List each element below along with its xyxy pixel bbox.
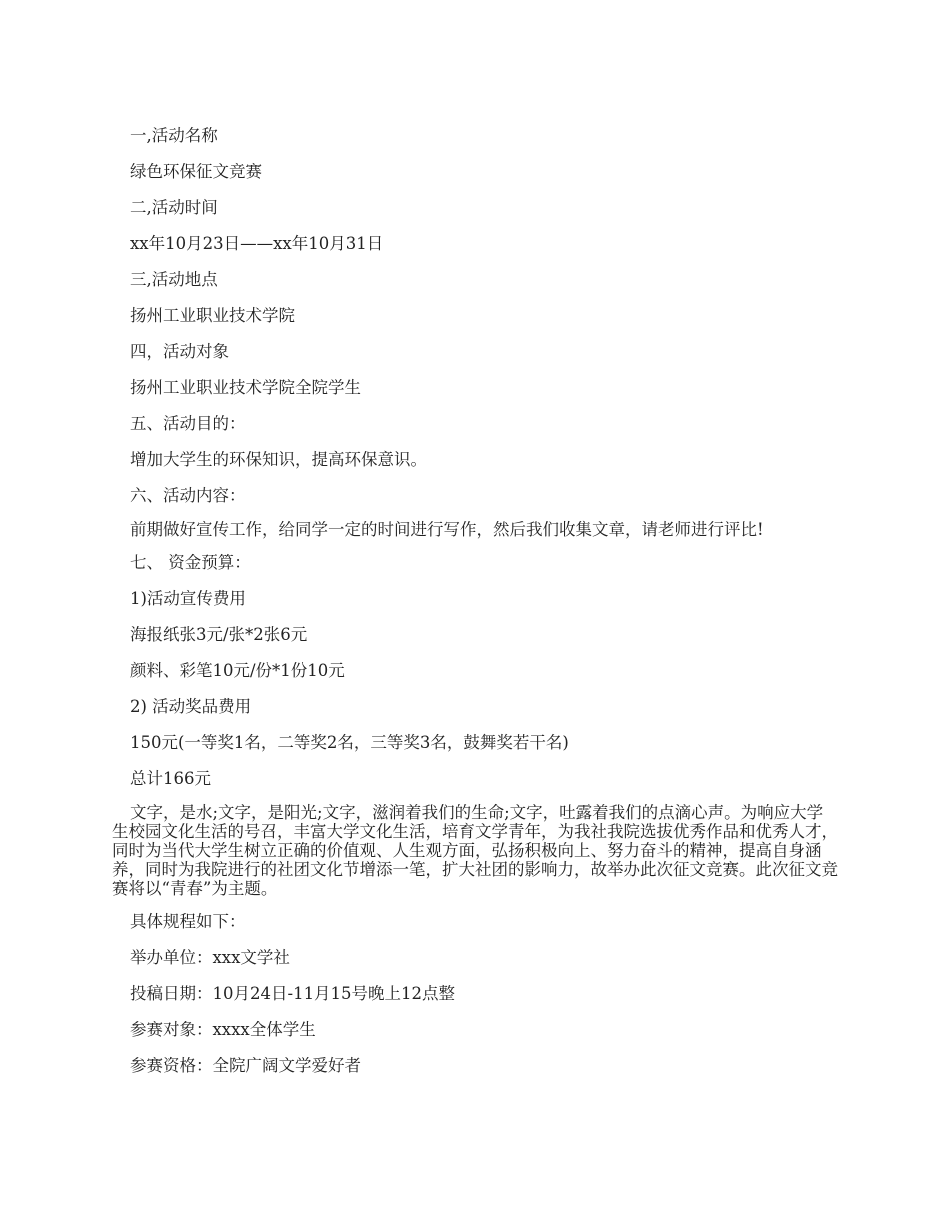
rule-organizer: 举办单位：xxx文学社 bbox=[130, 948, 290, 967]
section-heading-budget: 七、 资金预算： bbox=[130, 553, 251, 572]
activity-purpose-text: 增加大学生的环保知识，提高环保意识。 bbox=[130, 450, 427, 469]
intro-paragraph: 文字，是水;文字，是阳光;文字，滋润着我们的生命;文字，吐露着我们的点滴心声。为响应大学生校园文化生活的号召，丰富大学文化生活，培育文学青年，为我社我院选拔优秀作品和优秀人才，同时为当代大学生树立正确的价值观、人生观方面，弘扬积极向上、努力奋斗的精神，提高自身涵养，同时为我院进行的社团文化节增添一笔，扩大社团的影响力，故举办此次征文竞赛。此次征文竞赛将以“青春”为主题。 bbox=[112, 803, 838, 898]
rules-heading: 具体规程如下： bbox=[130, 912, 246, 931]
rule-submission-date: 投稿日期：10月24日-11月15号晚上12点整 bbox=[130, 984, 456, 1003]
section-heading-activity-content: 六、活动内容： bbox=[130, 486, 246, 505]
section-heading-activity-name: 一,活动名称 bbox=[130, 126, 218, 145]
section-heading-activity-location: 三,活动地点 bbox=[130, 270, 218, 289]
budget-item-publicity: 1)活动宣传费用 bbox=[130, 589, 246, 608]
budget-line-poster: 海报纸张3元/张*2张6元 bbox=[130, 625, 308, 644]
rule-eligibility: 参赛资格：全院广阔文学爱好者 bbox=[130, 1056, 361, 1075]
activity-content-text: 前期做好宣传工作，给同学一定的时间进行写作，然后我们收集文章，请老师进行评比! bbox=[130, 520, 764, 539]
budget-total: 总计166元 bbox=[130, 769, 211, 788]
document-body bbox=[112, 124, 838, 1090]
activity-time-text: xx年10月23日——xx年10月31日 bbox=[130, 234, 384, 253]
section-heading-activity-target: 四，活动对象 bbox=[130, 342, 229, 361]
budget-line-prizes: 150元(一等奖1名，二等奖2名，三等奖3名，鼓舞奖若干名) bbox=[130, 733, 569, 752]
section-heading-activity-time: 二,活动时间 bbox=[130, 198, 218, 217]
section-heading-activity-purpose: 五、活动目的： bbox=[130, 414, 246, 433]
budget-line-paint: 颜料、彩笔10元/份*1份10元 bbox=[130, 661, 345, 680]
activity-name-text: 绿色环保征文竞赛 bbox=[130, 162, 262, 181]
activity-target-text: 扬州工业职业技术学院全院学生 bbox=[130, 378, 361, 397]
activity-location-text: 扬州工业职业技术学院 bbox=[130, 306, 295, 325]
rule-participants: 参赛对象：xxxx全体学生 bbox=[130, 1020, 316, 1039]
budget-item-prizes: 2) 活动奖品费用 bbox=[130, 697, 252, 716]
